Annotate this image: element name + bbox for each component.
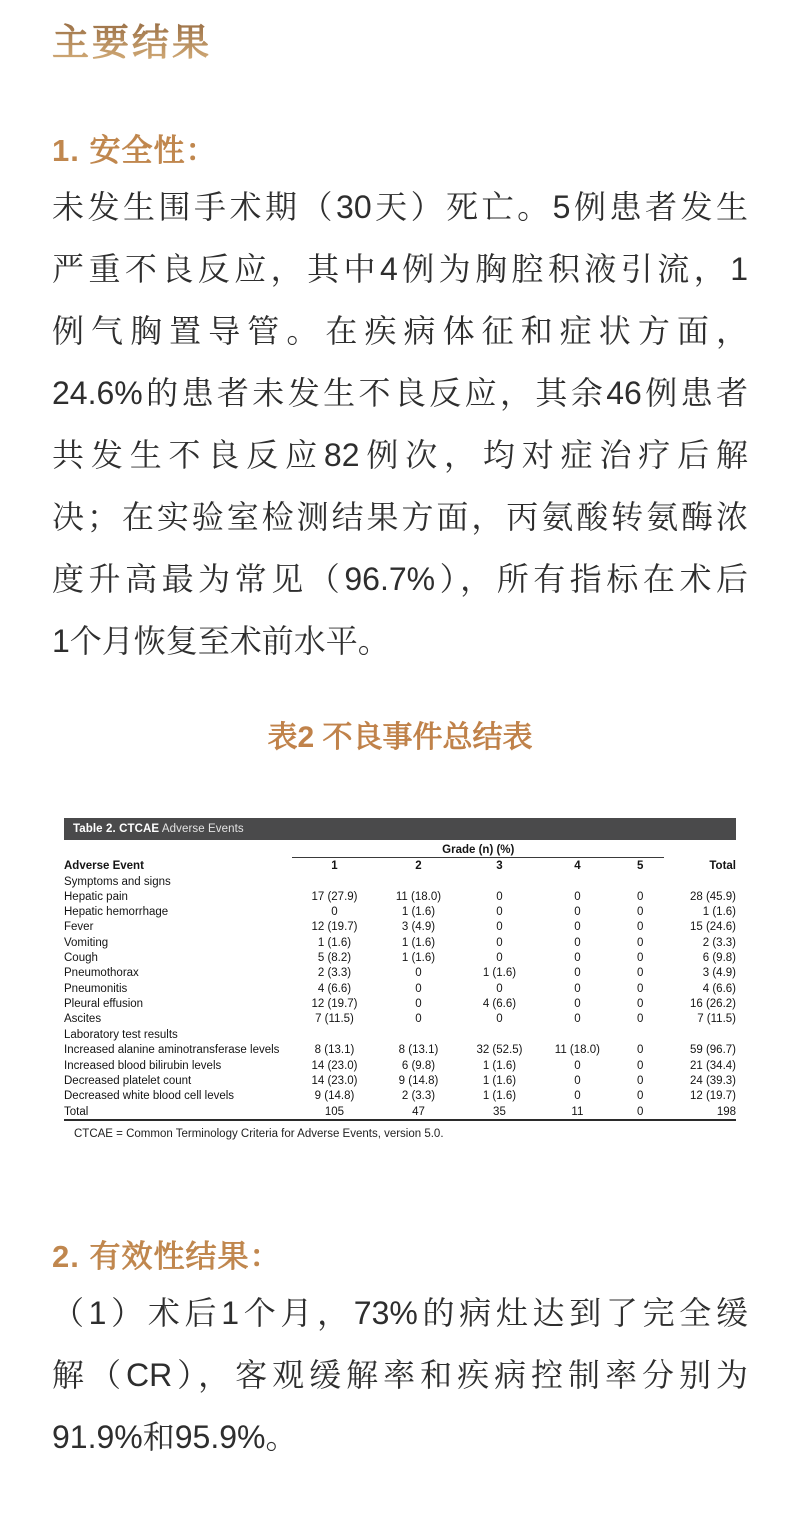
row-grade-cell: 0 [637,906,644,919]
table-title-bar [64,818,736,840]
row-total-cell: 16 (26.2) [689,997,736,1010]
row-grade-cell: 1 (1.6) [401,952,436,965]
table-section-row [64,1027,736,1043]
table-row [64,966,736,981]
row-label: Symptoms and signs [64,875,171,888]
table-row [64,920,736,935]
row-total-cell: 6 (9.8) [702,952,736,965]
column-header-total: Total [709,859,736,872]
row-label: Total [64,1105,89,1118]
article-body-continued [0,1236,800,1468]
column-header-grade-1: 1 [331,859,338,872]
row-grade-cell: 105 [324,1105,345,1118]
column-header-grade-2: 2 [415,859,422,872]
row-grade-cell: 1 (1.6) [482,967,517,980]
row-grade-cell: 8 (13.1) [398,1044,439,1057]
efficacy-paragraph [52,1282,748,1468]
safety-paragraph [52,176,748,672]
row-grade-cell: 11 [571,1105,584,1118]
row-grade-cell: 0 [637,997,644,1010]
table-row [64,1089,736,1104]
row-grade-cell: 7 (11.5) [315,1013,354,1026]
column-header-grade-4: 4 [574,859,581,872]
table-row [64,981,736,996]
article-body [0,22,800,759]
paragraph-line: 严重不良反应，其中4例为胸腔积液引流，1 [52,251,748,287]
adverse-events-table [64,842,736,1121]
row-total-cell: 7 (11.5) [697,1013,736,1026]
row-grade-cell: 0 [331,906,338,919]
paragraph-line: 决；在实验室检测结果方面，丙氨酸转氨酶浓 [52,499,748,535]
row-grade-cell: 35 [493,1105,506,1118]
paragraph-line: （1）术后1个月，73%的病灶达到了完全缓 [52,1295,748,1332]
row-grade-cell: 0 [415,997,422,1010]
table-total-row [64,1104,736,1120]
row-grade-cell: 1 (1.6) [482,1074,517,1087]
row-label: Pneumothorax [64,967,139,980]
row-grade-cell: 0 [574,906,581,919]
column-group-grade: Grade (n) (%) [292,842,664,858]
row-grade-cell: 47 [412,1105,425,1118]
row-grade-cell: 0 [574,1074,581,1087]
row-label: Pneumonitis [64,982,128,995]
table-caption: 表2 不良事件总结表 [267,721,533,754]
row-grade-cell: 0 [637,1105,644,1118]
row-total-cell: 21 (34.4) [689,1059,736,1072]
row-grade-cell: 0 [415,1013,422,1026]
row-label: Hepatic hemorrhage [64,906,169,919]
row-label: Pleural effusion [64,997,144,1010]
row-grade-cell: 1 (1.6) [317,936,352,949]
paragraph-line: 1个月恢复至术前水平。 [52,623,390,659]
table-row [64,996,736,1011]
page-title: 主要结果 [52,22,748,66]
row-grade-cell: 1 (1.6) [401,936,436,949]
row-grade-cell: 0 [637,967,644,980]
row-grade-cell: 0 [496,952,503,965]
row-grade-cell: 17 (27.9) [311,890,358,903]
row-grade-cell: 0 [637,921,644,934]
row-label: Fever [64,921,94,934]
row-grade-cell: 0 [496,936,503,949]
row-grade-cell: 12 (19.7) [311,921,358,934]
row-label: Ascites [64,1013,102,1026]
row-grade-cell: 0 [415,967,422,980]
row-grade-cell: 0 [637,1059,644,1072]
row-grade-cell: 0 [574,890,581,903]
row-total-cell: 198 [716,1105,736,1118]
row-grade-cell: 5 (8.2) [317,952,352,965]
table-section-row [64,874,736,890]
column-header-grade-5: 5 [637,859,644,872]
section-2-heading: 2. 有效性结果： [52,1239,282,1275]
row-grade-cell: 0 [574,952,581,965]
row-label: Decreased white blood cell levels [64,1090,235,1103]
row-grade-cell: 11 (18.0) [395,890,442,903]
row-grade-cell: 0 [574,1059,581,1072]
row-total-cell: 2 (3.3) [702,936,736,949]
row-grade-cell: 9 (14.8) [398,1074,439,1087]
table-row [64,951,736,966]
row-total-cell: 15 (24.6) [689,921,736,934]
row-grade-cell: 0 [637,982,644,995]
row-grade-cell: 4 (6.6) [317,982,352,995]
row-total-cell: 59 (96.7) [689,1044,736,1057]
row-grade-cell: 0 [574,936,581,949]
paragraph-line: 度升高最为常见（96.7%），所有指标在术后 [52,561,748,597]
section-1-heading: 1. 安全性： [52,133,218,168]
table-body [64,874,736,1121]
row-total-cell: 24 (39.3) [689,1074,736,1087]
table-row [64,935,736,950]
row-total-cell: 28 (45.9) [689,890,736,903]
row-grade-cell: 0 [496,906,503,919]
row-grade-cell: 8 (13.1) [314,1044,355,1057]
adverse-events-table-figure [64,818,736,1140]
row-grade-cell: 4 (6.6) [482,997,517,1010]
table-row [64,1012,736,1027]
row-grade-cell: 0 [637,1044,644,1057]
row-grade-cell: 11 (18.0) [554,1044,600,1057]
row-grade-cell: 0 [574,1013,581,1026]
table-row [64,889,736,904]
paragraph-line: 91.9%和95.9%。 [52,1419,298,1456]
row-label: Increased blood bilirubin levels [64,1059,222,1072]
row-label: Vomiting [64,936,109,949]
table-header-row [64,842,736,858]
paragraph-line: 24.6%的患者未发生不良反应，其余46例患者 [52,375,748,411]
row-grade-cell: 0 [496,982,503,995]
paragraph-line: 例气胸置导管。在疾病体征和症状方面， [52,313,748,349]
table-row [64,1043,736,1058]
column-header-grade-3: 3 [496,859,503,872]
table-title-bold: Table 2. CTCAE [73,823,160,835]
row-grade-cell: 2 (3.3) [401,1090,436,1103]
row-grade-cell: 3 (4.9) [401,921,436,934]
table-title-rest: Adverse Events [159,823,244,835]
paragraph-line: 共发生不良反应82例次，均对症治疗后解 [52,437,748,473]
row-grade-cell: 0 [637,936,644,949]
row-grade-cell: 0 [637,1074,644,1087]
row-grade-cell: 0 [637,952,644,965]
row-grade-cell: 0 [496,1013,503,1026]
paragraph-line: 未发生围手术期（30天）死亡。5例患者发生 [52,189,748,225]
table-row [64,1058,736,1073]
row-grade-cell: 12 (19.7) [311,997,358,1010]
row-grade-cell: 0 [574,982,581,995]
row-label: Cough [64,952,98,965]
row-grade-cell: 0 [574,1090,581,1103]
row-total-cell: 3 (4.9) [702,967,736,980]
row-grade-cell: 0 [637,1090,644,1103]
row-grade-cell: 0 [574,997,581,1010]
row-total-cell: 12 (19.7) [689,1090,736,1103]
row-grade-cell: 6 (9.8) [401,1059,436,1072]
row-grade-cell: 0 [574,967,581,980]
row-grade-cell: 0 [637,1013,644,1026]
row-grade-cell: 14 (23.0) [311,1074,358,1087]
row-label: Increased alanine aminotransferase levels [64,1044,280,1057]
row-grade-cell: 0 [637,890,644,903]
row-label: Laboratory test results [64,1029,178,1042]
table-row [64,1073,736,1088]
row-grade-cell: 32 (52.5) [476,1044,523,1057]
paragraph-line: 解（CR），客观缓解率和疾病控制率分别为 [52,1357,748,1394]
row-grade-cell: 0 [496,921,503,934]
row-grade-cell: 1 (1.6) [401,906,436,919]
row-total-cell: 4 (6.6) [702,982,736,995]
table-footnote: CTCAE = Common Terminology Criteria for Adverse Events, version 5.0. [74,1128,444,1141]
row-grade-cell: 9 (14.8) [314,1090,355,1103]
row-grade-cell: 1 (1.6) [482,1059,517,1072]
column-header-adverse-event: Adverse Event [64,859,144,872]
row-grade-cell: 0 [496,890,503,903]
table-row [64,905,736,920]
row-grade-cell: 0 [415,982,422,995]
row-grade-cell: 14 (23.0) [311,1059,358,1072]
row-grade-cell: 0 [574,921,581,934]
row-grade-cell: 1 (1.6) [482,1090,517,1103]
row-label: Decreased platelet count [64,1074,192,1087]
row-label: Hepatic pain [64,890,128,903]
row-total-cell: 1 (1.6) [702,906,736,919]
row-grade-cell: 2 (3.3) [317,967,352,980]
